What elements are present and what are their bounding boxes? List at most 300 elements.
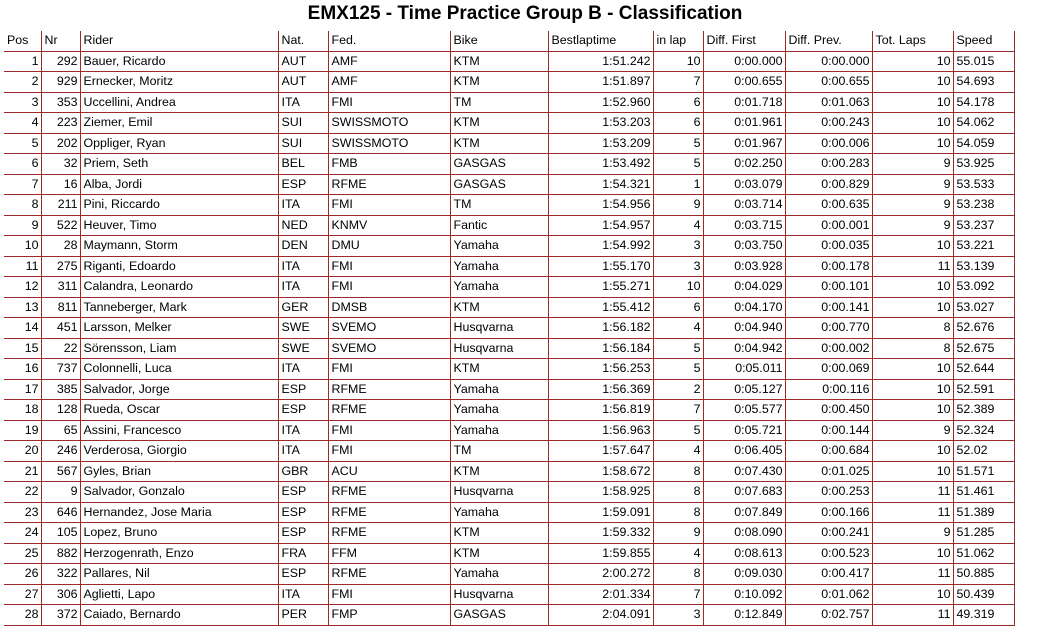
cell-nat: FRA — [278, 543, 328, 564]
cell-rider: Uccellini, Andrea — [80, 92, 278, 113]
cell-speed: 53.092 — [953, 277, 1014, 298]
cell-bike: Husqvarna — [450, 584, 548, 605]
cell-rider: Salvador, Gonzalo — [80, 482, 278, 503]
cell-in-lap: 3 — [653, 256, 703, 277]
cell-pos: 16 — [4, 359, 41, 380]
cell-nr: 223 — [41, 113, 80, 134]
column-header-nat: Nat. — [278, 31, 328, 51]
cell-nr: 292 — [41, 51, 80, 72]
cell-diff-prev: 0:01.063 — [785, 92, 872, 113]
cell-bestlaptime: 1:54.956 — [548, 195, 653, 216]
cell-in-lap: 4 — [653, 318, 703, 339]
cell-bestlaptime: 1:56.369 — [548, 379, 653, 400]
cell-bestlaptime: 1:56.819 — [548, 400, 653, 421]
cell-bike: Yamaha — [450, 502, 548, 523]
cell-tot-laps: 9 — [872, 174, 953, 195]
cell-nat: ESP — [278, 379, 328, 400]
cell-tot-laps: 10 — [872, 277, 953, 298]
cell-speed: 51.571 — [953, 461, 1014, 482]
cell-pos: 9 — [4, 215, 41, 236]
cell-diff-prev: 0:00.101 — [785, 277, 872, 298]
cell-fed: AMF — [328, 51, 450, 72]
cell-bike: Husqvarna — [450, 318, 548, 339]
cell-fed: FMI — [328, 277, 450, 298]
cell-bike: KTM — [450, 72, 548, 93]
cell-diff-prev: 0:00.178 — [785, 256, 872, 277]
cell-rider: Calandra, Leonardo — [80, 277, 278, 298]
cell-rider: Assini, Francesco — [80, 420, 278, 441]
cell-bike: GASGAS — [450, 605, 548, 626]
cell-diff-first: 0:00.000 — [703, 51, 785, 72]
cell-rider: Rueda, Oscar — [80, 400, 278, 421]
table-row — [4, 195, 1014, 216]
cell-speed: 52.324 — [953, 420, 1014, 441]
column-header-speed: Speed — [953, 31, 1014, 51]
cell-bestlaptime: 1:56.184 — [548, 338, 653, 359]
table-row — [4, 420, 1014, 441]
cell-fed: RFME — [328, 523, 450, 544]
cell-diff-prev: 0:00.243 — [785, 113, 872, 134]
table-row — [4, 133, 1014, 154]
cell-bestlaptime: 1:55.271 — [548, 277, 653, 298]
cell-nat: ESP — [278, 564, 328, 585]
table-row — [4, 277, 1014, 298]
cell-nat: ITA — [278, 92, 328, 113]
cell-fed: FMI — [328, 359, 450, 380]
cell-bike: Husqvarna — [450, 338, 548, 359]
table-row — [4, 441, 1014, 462]
cell-rider: Tanneberger, Mark — [80, 297, 278, 318]
cell-tot-laps: 10 — [872, 113, 953, 134]
cell-in-lap: 7 — [653, 72, 703, 93]
cell-fed: DMU — [328, 236, 450, 257]
cell-nat: NED — [278, 215, 328, 236]
cell-pos: 5 — [4, 133, 41, 154]
table-body — [4, 51, 1014, 625]
table-row — [4, 605, 1014, 626]
table-row — [4, 174, 1014, 195]
cell-nr: 322 — [41, 564, 80, 585]
cell-nat: DEN — [278, 236, 328, 257]
table-row — [4, 502, 1014, 523]
cell-in-lap: 9 — [653, 195, 703, 216]
cell-diff-first: 0:04.170 — [703, 297, 785, 318]
cell-in-lap: 4 — [653, 215, 703, 236]
cell-pos: 24 — [4, 523, 41, 544]
cell-diff-prev: 0:00.000 — [785, 51, 872, 72]
cell-nr: 311 — [41, 277, 80, 298]
cell-diff-prev: 0:00.829 — [785, 174, 872, 195]
cell-speed: 49.319 — [953, 605, 1014, 626]
cell-nat: GBR — [278, 461, 328, 482]
cell-tot-laps: 9 — [872, 215, 953, 236]
cell-bike: Yamaha — [450, 420, 548, 441]
cell-nr: 646 — [41, 502, 80, 523]
cell-rider: Riganti, Edoardo — [80, 256, 278, 277]
cell-nr: 451 — [41, 318, 80, 339]
cell-diff-first: 0:08.090 — [703, 523, 785, 544]
cell-pos: 22 — [4, 482, 41, 503]
cell-diff-first: 0:03.079 — [703, 174, 785, 195]
cell-bestlaptime: 1:59.855 — [548, 543, 653, 564]
cell-speed: 54.178 — [953, 92, 1014, 113]
cell-in-lap: 5 — [653, 133, 703, 154]
cell-fed: RFME — [328, 174, 450, 195]
cell-fed: FMI — [328, 256, 450, 277]
cell-bestlaptime: 1:54.992 — [548, 236, 653, 257]
cell-bike: Yamaha — [450, 236, 548, 257]
cell-fed: KNMV — [328, 215, 450, 236]
cell-speed: 52.389 — [953, 400, 1014, 421]
cell-rider: Priem, Seth — [80, 154, 278, 175]
cell-pos: 11 — [4, 256, 41, 277]
cell-tot-laps: 9 — [872, 154, 953, 175]
table-row — [4, 359, 1014, 380]
cell-nr: 275 — [41, 256, 80, 277]
table-row — [4, 154, 1014, 175]
cell-fed: FMI — [328, 584, 450, 605]
cell-bike: Yamaha — [450, 256, 548, 277]
cell-in-lap: 5 — [653, 154, 703, 175]
cell-diff-first: 0:01.961 — [703, 113, 785, 134]
cell-rider: Oppliger, Ryan — [80, 133, 278, 154]
cell-in-lap: 8 — [653, 482, 703, 503]
cell-tot-laps: 10 — [872, 359, 953, 380]
cell-bestlaptime: 1:53.492 — [548, 154, 653, 175]
cell-bestlaptime: 1:53.203 — [548, 113, 653, 134]
cell-diff-first: 0:12.849 — [703, 605, 785, 626]
cell-speed: 51.461 — [953, 482, 1014, 503]
cell-nr: 202 — [41, 133, 80, 154]
cell-nat: ESP — [278, 400, 328, 421]
cell-nr: 246 — [41, 441, 80, 462]
cell-nat: ITA — [278, 420, 328, 441]
cell-rider: Ziemer, Emil — [80, 113, 278, 134]
cell-pos: 13 — [4, 297, 41, 318]
cell-pos: 25 — [4, 543, 41, 564]
cell-bike: KTM — [450, 51, 548, 72]
cell-pos: 6 — [4, 154, 41, 175]
cell-bike: Yamaha — [450, 400, 548, 421]
table-row — [4, 236, 1014, 257]
cell-in-lap: 5 — [653, 420, 703, 441]
cell-pos: 4 — [4, 113, 41, 134]
cell-fed: RFME — [328, 564, 450, 585]
cell-nat: SWE — [278, 318, 328, 339]
cell-bike: Yamaha — [450, 379, 548, 400]
cell-nr: 385 — [41, 379, 80, 400]
cell-nr: 929 — [41, 72, 80, 93]
cell-nr: 32 — [41, 154, 80, 175]
cell-pos: 17 — [4, 379, 41, 400]
cell-bestlaptime: 1:57.647 — [548, 441, 653, 462]
cell-nr: 16 — [41, 174, 80, 195]
cell-nat: GER — [278, 297, 328, 318]
cell-rider: Alba, Jordi — [80, 174, 278, 195]
cell-in-lap: 10 — [653, 51, 703, 72]
cell-pos: 20 — [4, 441, 41, 462]
column-header-in-lap: in lap — [653, 31, 703, 51]
cell-pos: 14 — [4, 318, 41, 339]
table-row — [4, 113, 1014, 134]
cell-pos: 28 — [4, 605, 41, 626]
cell-speed: 52.02 — [953, 441, 1014, 462]
cell-tot-laps: 10 — [872, 236, 953, 257]
cell-pos: 27 — [4, 584, 41, 605]
cell-rider: Pini, Riccardo — [80, 195, 278, 216]
classification-table — [4, 31, 1015, 626]
cell-speed: 51.389 — [953, 502, 1014, 523]
cell-rider: Lopez, Bruno — [80, 523, 278, 544]
cell-tot-laps: 10 — [872, 543, 953, 564]
cell-speed: 50.439 — [953, 584, 1014, 605]
cell-fed: RFME — [328, 400, 450, 421]
cell-in-lap: 6 — [653, 297, 703, 318]
column-header-fed: Fed. — [328, 31, 450, 51]
cell-diff-prev: 0:00.241 — [785, 523, 872, 544]
table-row — [4, 92, 1014, 113]
cell-speed: 53.533 — [953, 174, 1014, 195]
cell-tot-laps: 10 — [872, 400, 953, 421]
cell-diff-prev: 0:02.757 — [785, 605, 872, 626]
cell-fed: SWISSMOTO — [328, 113, 450, 134]
cell-tot-laps: 10 — [872, 297, 953, 318]
cell-nat: AUT — [278, 51, 328, 72]
cell-rider: Verderosa, Giorgio — [80, 441, 278, 462]
cell-pos: 21 — [4, 461, 41, 482]
cell-pos: 15 — [4, 338, 41, 359]
cell-bestlaptime: 1:59.332 — [548, 523, 653, 544]
cell-diff-first: 0:03.714 — [703, 195, 785, 216]
cell-diff-prev: 0:00.655 — [785, 72, 872, 93]
cell-bestlaptime: 1:56.182 — [548, 318, 653, 339]
cell-pos: 2 — [4, 72, 41, 93]
cell-rider: Herzogenrath, Enzo — [80, 543, 278, 564]
cell-diff-first: 0:05.127 — [703, 379, 785, 400]
cell-diff-first: 0:06.405 — [703, 441, 785, 462]
cell-fed: RFME — [328, 379, 450, 400]
cell-rider: Hernandez, Jose Maria — [80, 502, 278, 523]
cell-diff-prev: 0:00.001 — [785, 215, 872, 236]
cell-nat: PER — [278, 605, 328, 626]
cell-tot-laps: 10 — [872, 72, 953, 93]
cell-nr: 567 — [41, 461, 80, 482]
cell-bestlaptime: 1:51.897 — [548, 72, 653, 93]
cell-pos: 19 — [4, 420, 41, 441]
cell-diff-first: 0:08.613 — [703, 543, 785, 564]
cell-in-lap: 8 — [653, 502, 703, 523]
cell-diff-prev: 0:00.002 — [785, 338, 872, 359]
cell-bestlaptime: 1:54.957 — [548, 215, 653, 236]
cell-bike: GASGAS — [450, 174, 548, 195]
cell-rider: Gyles, Brian — [80, 461, 278, 482]
cell-speed: 53.139 — [953, 256, 1014, 277]
cell-diff-prev: 0:00.116 — [785, 379, 872, 400]
cell-diff-first: 0:09.030 — [703, 564, 785, 585]
cell-tot-laps: 8 — [872, 338, 953, 359]
cell-nat: ITA — [278, 359, 328, 380]
column-header-diff-first: Diff. First — [703, 31, 785, 51]
cell-bestlaptime: 1:56.963 — [548, 420, 653, 441]
cell-diff-first: 0:01.967 — [703, 133, 785, 154]
cell-bestlaptime: 1:55.412 — [548, 297, 653, 318]
cell-nat: SWE — [278, 338, 328, 359]
cell-diff-first: 0:10.092 — [703, 584, 785, 605]
cell-nr: 65 — [41, 420, 80, 441]
cell-in-lap: 8 — [653, 461, 703, 482]
cell-fed: FMP — [328, 605, 450, 626]
cell-nr: 128 — [41, 400, 80, 421]
cell-rider: Pallares, Nil — [80, 564, 278, 585]
cell-speed: 52.644 — [953, 359, 1014, 380]
cell-speed: 54.693 — [953, 72, 1014, 93]
cell-bike: Fantic — [450, 215, 548, 236]
cell-speed: 55.015 — [953, 51, 1014, 72]
table-row — [4, 461, 1014, 482]
cell-speed: 52.675 — [953, 338, 1014, 359]
table-row — [4, 297, 1014, 318]
cell-rider: Caiado, Bernardo — [80, 605, 278, 626]
cell-diff-prev: 0:00.141 — [785, 297, 872, 318]
cell-pos: 26 — [4, 564, 41, 585]
cell-diff-prev: 0:00.450 — [785, 400, 872, 421]
cell-speed: 50.885 — [953, 564, 1014, 585]
cell-rider: Salvador, Jorge — [80, 379, 278, 400]
cell-rider: Colonnelli, Luca — [80, 359, 278, 380]
cell-tot-laps: 10 — [872, 441, 953, 462]
cell-diff-prev: 0:00.635 — [785, 195, 872, 216]
cell-fed: FMI — [328, 92, 450, 113]
cell-diff-first: 0:04.940 — [703, 318, 785, 339]
cell-diff-prev: 0:00.006 — [785, 133, 872, 154]
cell-bestlaptime: 1:59.091 — [548, 502, 653, 523]
cell-tot-laps: 9 — [872, 195, 953, 216]
table-header-row — [4, 31, 1014, 51]
cell-in-lap: 8 — [653, 564, 703, 585]
cell-nr: 811 — [41, 297, 80, 318]
cell-bestlaptime: 1:56.253 — [548, 359, 653, 380]
cell-tot-laps: 11 — [872, 605, 953, 626]
column-header-bike: Bike — [450, 31, 548, 51]
table-row — [4, 482, 1014, 503]
cell-diff-first: 0:04.942 — [703, 338, 785, 359]
table-row — [4, 400, 1014, 421]
table-row — [4, 523, 1014, 544]
cell-fed: DMSB — [328, 297, 450, 318]
cell-nat: AUT — [278, 72, 328, 93]
cell-speed: 53.221 — [953, 236, 1014, 257]
cell-bestlaptime: 1:53.209 — [548, 133, 653, 154]
cell-diff-prev: 0:00.035 — [785, 236, 872, 257]
cell-rider: Bauer, Ricardo — [80, 51, 278, 72]
cell-diff-prev: 0:00.166 — [785, 502, 872, 523]
cell-bike: Yamaha — [450, 564, 548, 585]
cell-nr: 882 — [41, 543, 80, 564]
cell-diff-first: 0:03.928 — [703, 256, 785, 277]
cell-diff-first: 0:05.577 — [703, 400, 785, 421]
cell-fed: SWISSMOTO — [328, 133, 450, 154]
cell-diff-first: 0:00.655 — [703, 72, 785, 93]
cell-rider: Aglietti, Lapo — [80, 584, 278, 605]
cell-diff-first: 0:05.011 — [703, 359, 785, 380]
column-header-tot-laps: Tot. Laps — [872, 31, 953, 51]
cell-fed: RFME — [328, 482, 450, 503]
cell-nat: BEL — [278, 154, 328, 175]
cell-bike: KTM — [450, 297, 548, 318]
cell-bike: TM — [450, 195, 548, 216]
cell-diff-prev: 0:00.144 — [785, 420, 872, 441]
cell-nr: 306 — [41, 584, 80, 605]
cell-tot-laps: 11 — [872, 256, 953, 277]
cell-fed: FFM — [328, 543, 450, 564]
cell-tot-laps: 10 — [872, 133, 953, 154]
cell-diff-first: 0:05.721 — [703, 420, 785, 441]
cell-diff-first: 0:01.718 — [703, 92, 785, 113]
cell-nr: 22 — [41, 338, 80, 359]
cell-diff-first: 0:03.750 — [703, 236, 785, 257]
cell-nr: 211 — [41, 195, 80, 216]
cell-pos: 1 — [4, 51, 41, 72]
cell-pos: 18 — [4, 400, 41, 421]
cell-in-lap: 4 — [653, 441, 703, 462]
cell-nr: 9 — [41, 482, 80, 503]
table-row — [4, 379, 1014, 400]
cell-rider: Maymann, Storm — [80, 236, 278, 257]
cell-nr: 105 — [41, 523, 80, 544]
cell-diff-prev: 0:01.025 — [785, 461, 872, 482]
cell-pos: 23 — [4, 502, 41, 523]
cell-fed: FMI — [328, 441, 450, 462]
cell-rider: Heuver, Timo — [80, 215, 278, 236]
cell-in-lap: 6 — [653, 113, 703, 134]
cell-diff-prev: 0:00.523 — [785, 543, 872, 564]
cell-tot-laps: 10 — [872, 461, 953, 482]
cell-diff-prev: 0:00.069 — [785, 359, 872, 380]
cell-nr: 737 — [41, 359, 80, 380]
column-header-nr: Nr — [41, 31, 80, 51]
cell-bike: TM — [450, 441, 548, 462]
cell-bike: Yamaha — [450, 277, 548, 298]
cell-tot-laps: 11 — [872, 502, 953, 523]
cell-nat: ESP — [278, 482, 328, 503]
cell-fed: FMB — [328, 154, 450, 175]
cell-tot-laps: 10 — [872, 379, 953, 400]
cell-speed: 52.591 — [953, 379, 1014, 400]
cell-speed: 51.285 — [953, 523, 1014, 544]
cell-bestlaptime: 1:58.925 — [548, 482, 653, 503]
cell-tot-laps: 11 — [872, 482, 953, 503]
cell-tot-laps: 9 — [872, 523, 953, 544]
cell-in-lap: 9 — [653, 523, 703, 544]
cell-nat: ESP — [278, 523, 328, 544]
cell-diff-first: 0:07.430 — [703, 461, 785, 482]
cell-bike: KTM — [450, 133, 548, 154]
cell-diff-prev: 0:00.770 — [785, 318, 872, 339]
cell-fed: SVEMO — [328, 318, 450, 339]
cell-nr: 372 — [41, 605, 80, 626]
table-row — [4, 584, 1014, 605]
cell-speed: 51.062 — [953, 543, 1014, 564]
cell-in-lap: 5 — [653, 338, 703, 359]
cell-pos: 7 — [4, 174, 41, 195]
cell-fed: ACU — [328, 461, 450, 482]
cell-speed: 53.027 — [953, 297, 1014, 318]
cell-bike: KTM — [450, 461, 548, 482]
page-title: EMX125 - Time Practice Group B - Classification — [307, 3, 743, 24]
cell-speed: 53.237 — [953, 215, 1014, 236]
cell-pos: 8 — [4, 195, 41, 216]
cell-tot-laps: 10 — [872, 51, 953, 72]
